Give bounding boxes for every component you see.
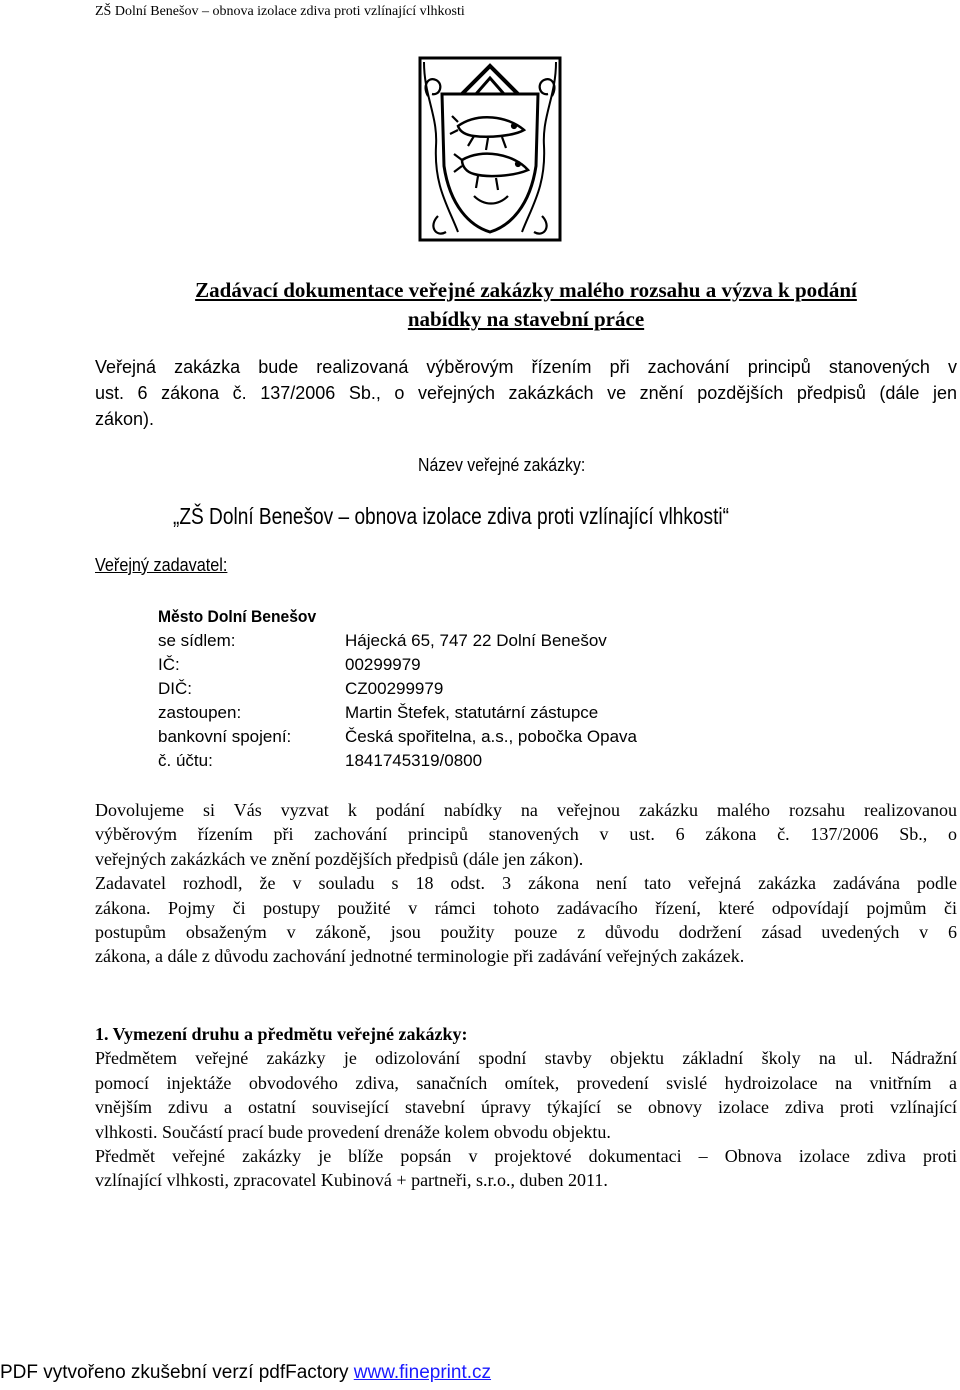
intro-line: Veřejná zakázka bude realizovaná výběrovým řízením při zachování principů stanovených v xyxy=(95,357,957,377)
running-header: ZŠ Dolní Benešov – obnova izolace zdiva proti vzlínající vlhkosti xyxy=(95,4,465,19)
pdf-footer xyxy=(0,1362,491,1384)
detail-row xyxy=(158,725,637,749)
section-heading: 1. Vymezení druhu a předmětu veřejné zakázky: xyxy=(95,1024,468,1044)
paragraph-line: vzlínající vlhkosti, zpracovatel Kubinová + partneři, s.r.o., duben 2011. xyxy=(95,1170,608,1191)
paragraph-line: Dovolujeme si Vás vyzvat k podání nabídky na veřejnou zakázku malého rozsahu realizovanou xyxy=(95,800,957,820)
detail-value: CZ00299979 xyxy=(345,679,444,698)
paragraph-line: výběrovým řízením při zachování principů stanovených v ust. 6 zákona č. 137/2006 Sb., o xyxy=(95,824,957,845)
footer-text: PDF vytvořeno zkušební verzí pdfFactory xyxy=(0,1362,354,1383)
paragraph-line: Předmět veřejné zakázky je blíže popsán v projektové dokumentaci – Obnova izolace zdiva proti xyxy=(95,1146,957,1167)
paragraph-line: vnějším zdivu a ostatní související stavební úpravy týkající se obnovy izolace zdiva proti vzlínající xyxy=(95,1097,957,1118)
paragraph-line: Předmětem veřejné zakázky je odizolování spodní stavby objektu základní školy na ul. Nádražní xyxy=(95,1048,957,1069)
paragraph-line: zákona. Pojmy či postupy použité v rámci tohoto zadávacího řízení, které odpovídají pojmům či xyxy=(95,897,957,918)
detail-row xyxy=(158,701,637,725)
paragraph-line: zákona, a dále z důvodu zachování jednotné terminologie při zadávání veřejných zakázek. xyxy=(95,946,745,967)
detail-row xyxy=(158,677,637,701)
detail-value: 1841745319/0800 xyxy=(345,751,483,770)
detail-key: bankovní spojení: xyxy=(158,727,292,746)
document-title xyxy=(95,276,957,334)
paragraph-line: Zadavatel rozhodl, že v souladu s 18 odst. 3 zákona není tato veřejná zakázka zadávána podle xyxy=(95,873,957,894)
detail-key: DIČ: xyxy=(158,679,192,698)
detail-value: Česká spořitelna, a.s., pobočka Opava xyxy=(345,727,637,746)
detail-row xyxy=(158,653,637,677)
detail-key: IČ: xyxy=(158,655,180,674)
detail-key: zastoupen: xyxy=(158,703,242,722)
intro-line: zákon). xyxy=(95,409,155,429)
contracting-authority-label: Veřejný zadavatel: xyxy=(95,555,228,575)
paragraph-line: postupům obsaženým v zákoně, jsou použity pouze z důvodu dodržení zásad uvedených v 6 xyxy=(95,922,957,943)
document-title-line-2: nabídky na stavební práce xyxy=(407,307,645,331)
detail-key: se sídlem: xyxy=(158,631,236,650)
paragraph-line: pomocí injektáže obvodového zdiva, sanačních omítek, provedení svislé hydroizolace na vnitřním a xyxy=(95,1072,957,1093)
footer-link[interactable]: www.fineprint.cz xyxy=(353,1362,492,1383)
authority-name: Město Dolní Benešov xyxy=(158,607,317,626)
contracting-authority-details xyxy=(158,605,637,773)
detail-row xyxy=(158,629,637,653)
detail-key: č. účtu: xyxy=(158,751,213,770)
detail-row xyxy=(158,749,637,773)
paragraph-line: veřejných zakázkách ve znění pozdějších předpisů (dále jen zákon). xyxy=(95,848,584,869)
detail-value: Martin Štefek, statutární zástupce xyxy=(345,703,599,722)
document-title-line-1: Zadávací dokumentace veřejné zakázky malého rozsahu a výzva k podání xyxy=(195,278,857,302)
invitation-paragraph xyxy=(95,798,957,969)
municipal-coat-of-arms-icon xyxy=(418,56,562,242)
intro-line: ust. 6 zákona č. 137/2006 Sb., o veřejných zakázkách ve znění pozdějších předpisů (dále jen xyxy=(95,383,957,403)
detail-value: Hájecká 65, 747 22 Dolní Benešov xyxy=(345,631,607,650)
section-1 xyxy=(95,1022,957,1193)
intro-paragraph xyxy=(95,354,957,432)
paragraph-line: vlhkosti. Součástí prací bude provedení drenáže kolem obvodu objektu. xyxy=(95,1121,611,1142)
project-name-label: Název veřejné zakázky: xyxy=(418,455,586,475)
project-name: „ZŠ Dolní Benešov – obnova izolace zdiva proti vzlínající vlhkosti“ xyxy=(173,503,729,529)
detail-value: 00299979 xyxy=(345,655,421,674)
